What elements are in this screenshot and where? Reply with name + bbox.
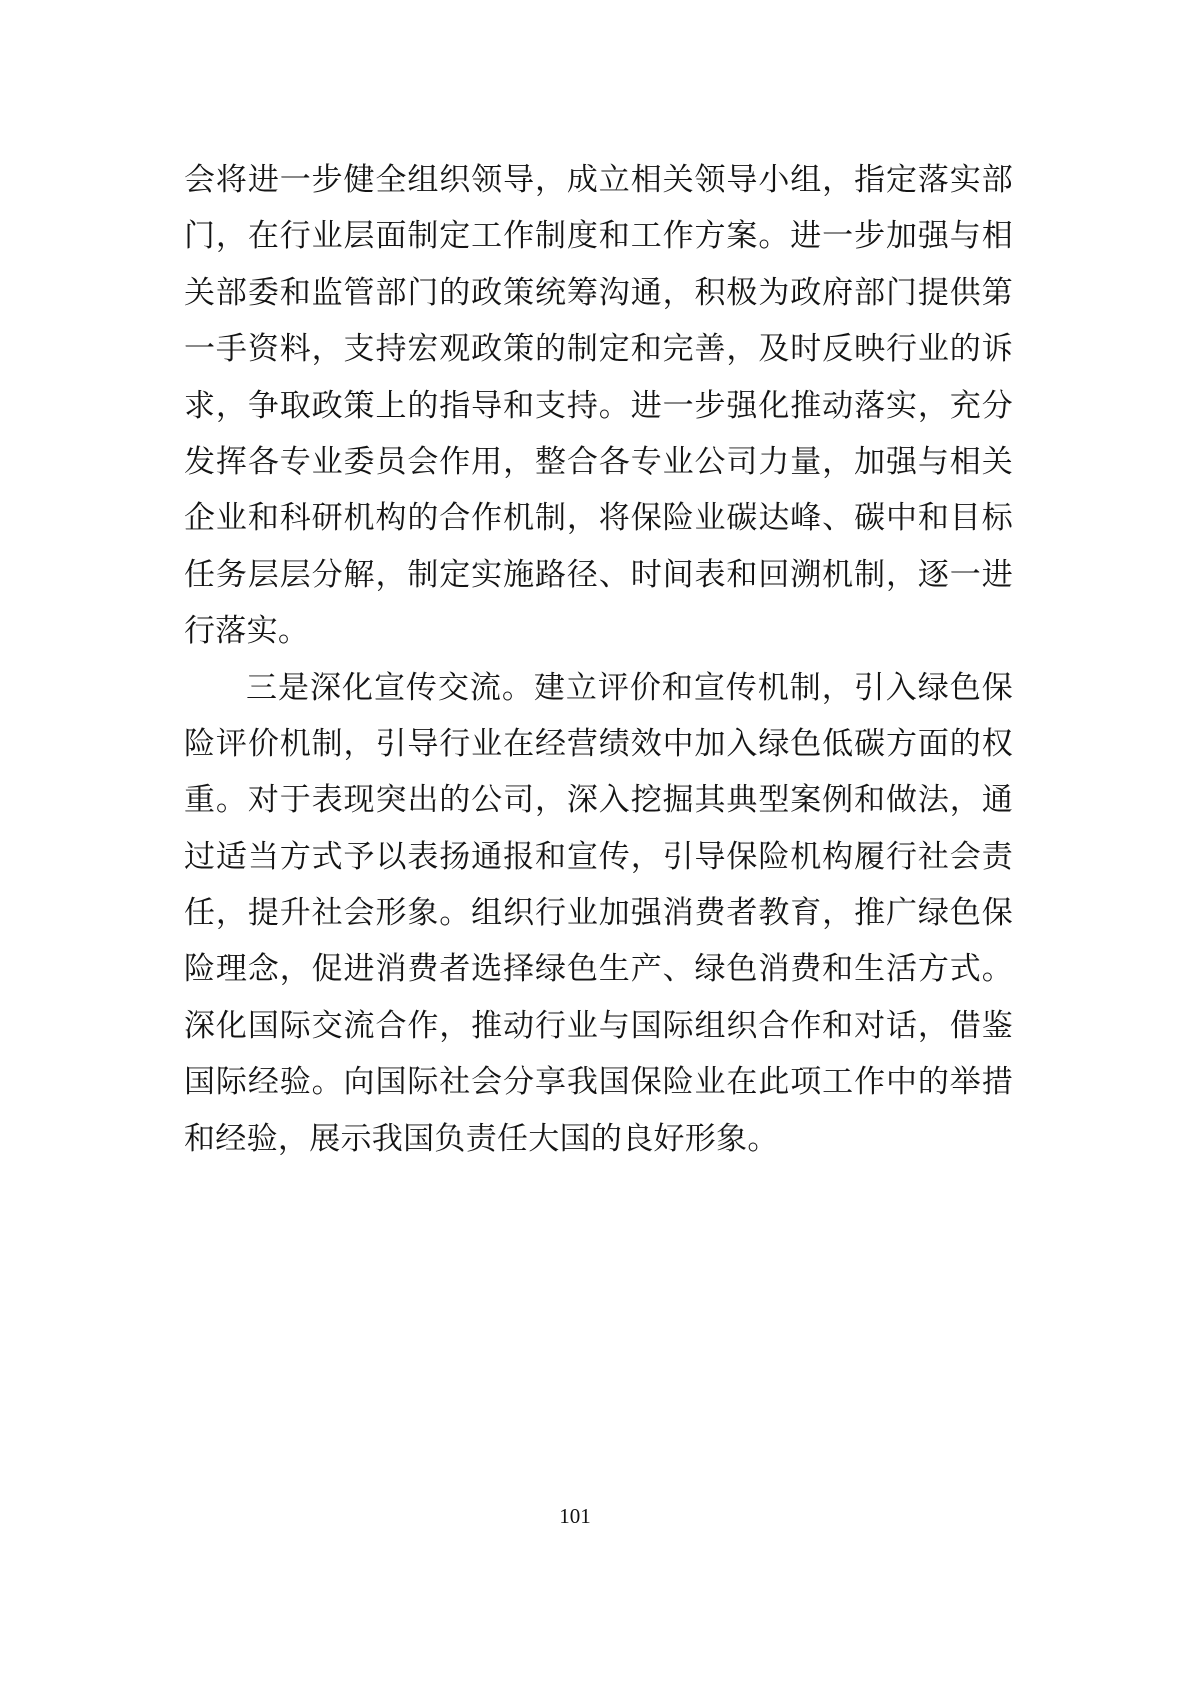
text-line: 一手资料，支持宏观政策的制定和完善，及时反映行业的诉 xyxy=(184,331,1013,367)
paragraph-1 xyxy=(184,152,1013,660)
paragraph-2 xyxy=(184,660,1013,1168)
text-line: 深化国际交流合作，推动行业与国际组织合作和对话，借鉴 xyxy=(184,1007,1013,1043)
text-line: 任，提升社会形象。组织行业加强消费者教育，推广绿色保 xyxy=(184,895,1013,931)
text-line: 任务层层分解，制定实施路径、时间表和回溯机制，逐一进 xyxy=(184,556,1013,592)
text-line: 门，在行业层面制定工作制度和工作方案。进一步加强与相 xyxy=(184,218,1013,254)
text-line: 会将进一步健全组织领导，成立相关领导小组，指定落实部 xyxy=(184,162,1013,197)
text-line: 过适当方式予以表扬通报和宣传，引导保险机构履行社会责 xyxy=(184,838,1013,874)
text-line: 企业和科研机构的合作机制，将保险业碳达峰、碳中和目标 xyxy=(184,500,1013,536)
text-line: 重。对于表现突出的公司，深入挖掘其典型案例和做法，通 xyxy=(184,782,1013,818)
page-number: 101 xyxy=(559,1504,591,1528)
text-line: 三是深化宣传交流。建立评价和宣传机制，引入绿色保 xyxy=(246,669,1013,705)
text-line: 求，争取政策上的指导和支持。进一步强化推动落实，充分 xyxy=(184,387,1013,423)
text-line: 行落实。 xyxy=(184,613,310,649)
text-line: 关部委和监管部门的政策统筹沟通，积极为政府部门提供第 xyxy=(184,274,1013,310)
text-line: 险评价机制，引导行业在经营绩效中加入绿色低碳方面的权 xyxy=(184,725,1013,761)
text-line: 国际经验。向国际社会分享我国保险业在此项工作中的举措 xyxy=(184,1064,1013,1100)
text-line: 和经验，展示我国负责任大国的良好形象。 xyxy=(184,1120,779,1156)
body-text xyxy=(184,152,1013,1167)
text-line: 险理念，促进消费者选择绿色生产、绿色消费和生活方式。 xyxy=(184,951,1013,987)
text-line: 发挥各专业委员会作用，整合各专业公司力量，加强与相关 xyxy=(184,443,1013,479)
